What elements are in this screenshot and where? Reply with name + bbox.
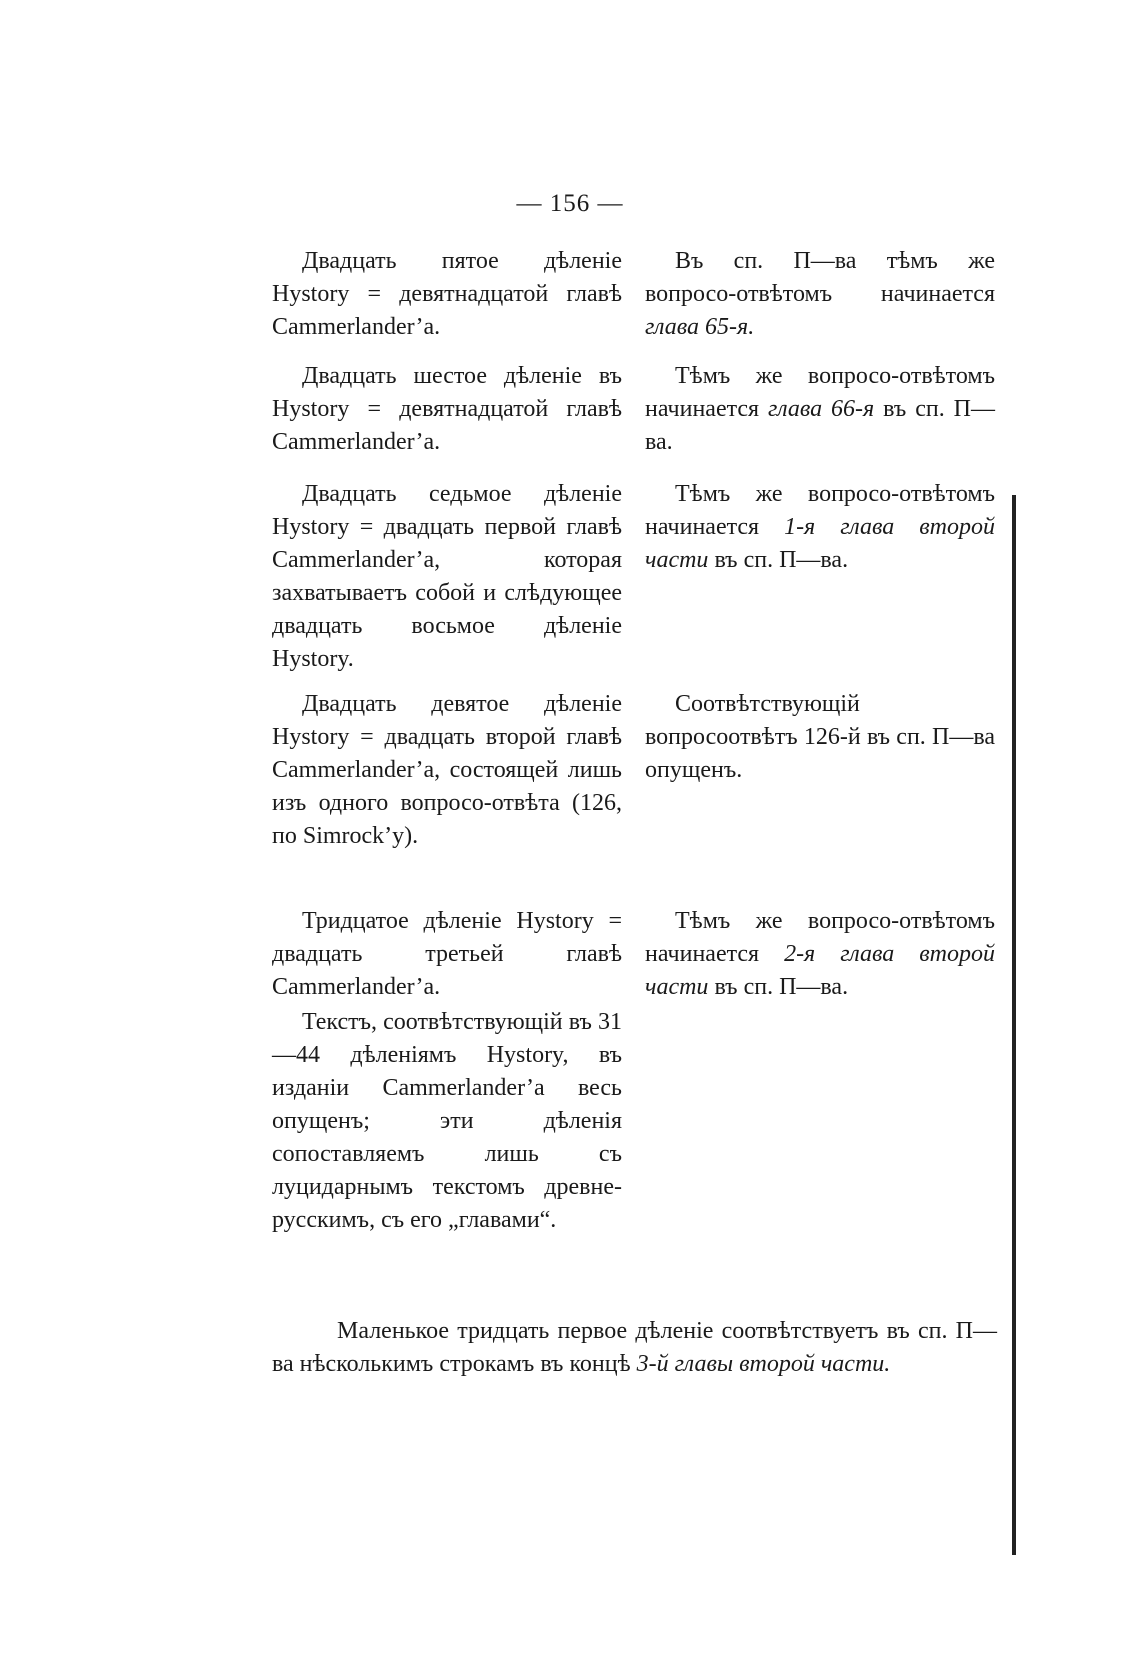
- right-paragraph-3: [645, 478, 995, 577]
- left-paragraph-3: [272, 478, 622, 676]
- right-text-3-em: 1-я глава второй части: [645, 514, 995, 573]
- closing-paragraph-text: Маленькое тридцать первое дѣленіе соотвѣтствуетъ въ сп. П—ва нѣсколькимъ строкамъ въ концѣ: [272, 1318, 997, 1377]
- right-paragraph-2: [645, 360, 995, 459]
- right-text-1: [645, 245, 995, 344]
- left-text-5: Тридцатое дѣленіе Hystory = двадцать третьей главѣ Cammerlander’a.: [272, 908, 622, 1000]
- page-edge-rule: [1012, 495, 1016, 1555]
- right-text-2-pre: Тѣмъ же вопросо-отвѣтомъ начинается: [645, 363, 995, 422]
- left-paragraph-2: [272, 360, 622, 459]
- right-text-4-pre: Соотвѣтствующій вопросоотвѣтъ 126-й въ сп. П—ва опущенъ.: [645, 691, 995, 783]
- right-text-5-pre: Тѣмъ же вопросо-отвѣтомъ начинается: [645, 908, 995, 967]
- left-text-5b: Текстъ, соотвѣтствующій въ 31—44 дѣленіямъ Hystory, въ изданіи Cammerlander’a весь опущенъ; эти дѣленія сопоставляемъ лишь съ луцидарнымъ текстомъ древне-русскимъ, съ его „главами“.: [272, 1009, 622, 1233]
- right-text-4: [645, 688, 995, 787]
- right-text-2: [645, 360, 995, 459]
- left-text-2: Двадцать шестое дѣленіе въ Hystory = девятнадцатой главѣ Cammerlander’a.: [272, 363, 622, 455]
- right-text-3-pre: Тѣмъ же вопросо-отвѣтомъ начинается: [645, 481, 995, 540]
- right-text-3: [645, 478, 995, 577]
- left-paragraph-5: [272, 905, 622, 1237]
- right-text-2-post: въ сп. П—ва.: [645, 396, 995, 455]
- right-text-5-em: 2-я глава второй части: [645, 941, 995, 1000]
- right-text-1-em: глава 65-я.: [645, 314, 755, 340]
- left-text-1: Двадцать пятое дѣленіе Hystory = девятнадцатой главѣ Cammerlander’a.: [272, 248, 622, 340]
- left-paragraph-4: [272, 688, 622, 853]
- right-paragraph-1: [645, 245, 995, 344]
- left-text-4: Двадцать девятое дѣленіе Hystory = двадцать второй главѣ Cammerlander’a, состоящей лишь изъ одного вопросо-отвѣта (126, по Simrock’y).: [272, 691, 622, 849]
- right-text-1-pre: Въ сп. П—ва тѣмъ же вопросо-отвѣтомъ начинается: [645, 248, 995, 307]
- right-paragraph-4: [645, 688, 995, 787]
- closing-paragraph: [272, 1315, 997, 1381]
- right-text-2-em: глава 66-я: [768, 396, 875, 422]
- right-paragraph-5: [645, 905, 995, 1004]
- left-paragraph-1: [272, 245, 622, 344]
- page-number: — 156 —: [516, 190, 624, 217]
- left-text-3: Двадцать седьмое дѣленіе Hystory = двадцать первой главѣ Cammerlander’a, которая захватываетъ собой и слѣдующее двадцать восьмое дѣленіе Hystory.: [272, 481, 622, 672]
- closing-paragraph-em: 3-й главы второй части.: [636, 1351, 891, 1377]
- right-text-5-post: въ сп. П—ва.: [708, 974, 849, 1000]
- right-text-5: [645, 905, 995, 1004]
- right-text-3-post: въ сп. П—ва.: [708, 547, 849, 573]
